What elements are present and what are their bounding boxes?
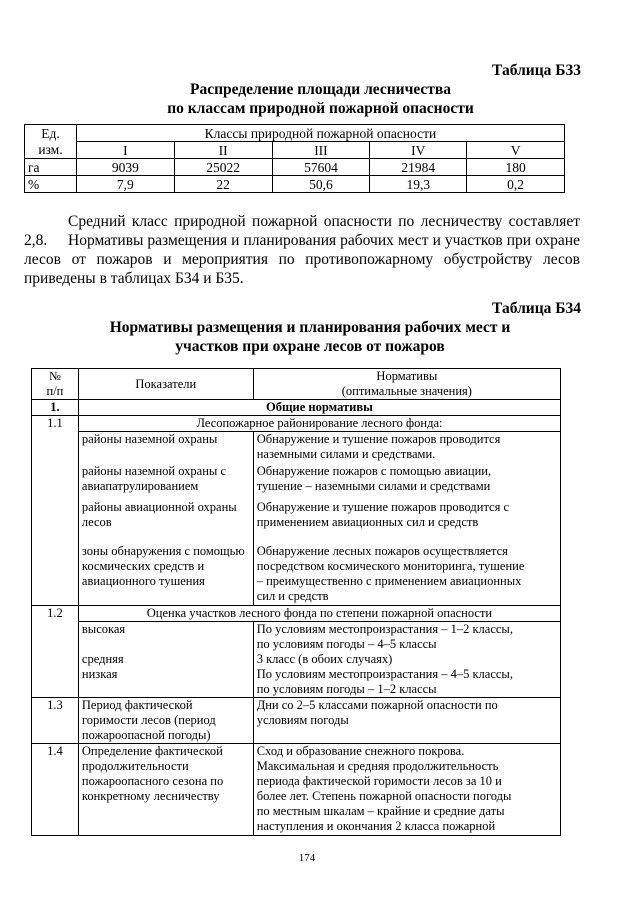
norm-cell: Обнаружение пожаров с помощью авиации, тушение – наземными силами и средствами: [253, 464, 560, 500]
unit-header-text: Ед. изм.: [38, 125, 63, 157]
value-cell: 57604: [272, 159, 370, 176]
table-row: [32, 744, 561, 836]
norm-cell: Дни со 2–5 классами пожарной опасности по условиям погоды: [253, 698, 560, 744]
unit-header: [25, 125, 77, 159]
table-row: [25, 176, 565, 193]
table-b33-classes-row: [25, 142, 565, 159]
value-cell: 180: [467, 159, 565, 176]
indicator-cell: Определение фактической продолжительности пожароопасного сезона по конкретному лесничеству: [78, 744, 253, 836]
classes-header: Классы природной пожарной опасности: [76, 125, 564, 142]
value-cell: 50,6: [272, 176, 370, 193]
page-number: 174: [298, 852, 316, 864]
unit-cell: %: [25, 176, 77, 193]
class-cell: V: [467, 142, 565, 159]
row-number: 1.4: [32, 744, 79, 836]
indicator-header: Показатели: [78, 369, 253, 400]
row-title: Оценка участков лесного фонда по степени пожарной опасности: [78, 606, 560, 622]
table-b34: [31, 368, 561, 836]
class-cell: II: [174, 142, 272, 159]
table-row: [25, 159, 565, 176]
indicator-cell: высокая средняя низкая: [78, 622, 253, 698]
row-number: 1.3: [32, 698, 79, 744]
table-row: [32, 698, 561, 744]
paragraph-average-class: Средний класс природной пожарной опасности по лесничеству составляет 2,8.: [24, 213, 580, 249]
norm-cell: Обнаружение лесных пожаров осуществляется посредством космического мониторинга, тушение – преимущественно с применением авиационных сил и средств: [253, 544, 560, 606]
table-b34-label: Таблица Б34: [492, 300, 581, 317]
norm-cell: Обнаружение и тушение пожаров проводится с применением авиационных сил и средств: [253, 500, 560, 544]
row-number: 1.1: [32, 416, 79, 606]
num-header: № п/п: [32, 369, 79, 400]
class-cell: IV: [370, 142, 467, 159]
row-number: 1.2: [32, 606, 79, 698]
table-row: [32, 464, 561, 500]
indicator-cell: районы наземной охраны с авиапатрулированием: [78, 464, 253, 500]
indicator-cell: Период фактической горимости лесов (период пожароопасной погоды): [78, 698, 253, 744]
table-row: [32, 606, 561, 622]
table-b33-label: Таблица Б33: [492, 62, 581, 79]
class-cell: I: [76, 142, 174, 159]
class-cell: III: [272, 142, 370, 159]
value-cell: 25022: [174, 159, 272, 176]
table-b33-title: [60, 80, 581, 118]
table-b33-title-line1: Распределение площади лесничества: [189, 81, 452, 98]
paragraph-norms-reference: Нормативы размещения и планирования рабочих мест и участков при охране лесов от пожаров и мероприятия по противопожарному обустройству лесов приведены в таблицах Б34 и Б35.: [24, 232, 580, 287]
value-cell: 19,3: [370, 176, 467, 193]
table-b34-title: [30, 318, 590, 356]
table-b34-title-line1: Нормативы размещения и планирования рабочих мест и: [109, 319, 511, 336]
value-cell: 9039: [76, 159, 174, 176]
table-row: [32, 500, 561, 544]
norms-header: Нормативы (оптимальные значения): [253, 369, 560, 400]
value-cell: 7,9: [76, 176, 174, 193]
value-cell: 0,2: [467, 176, 565, 193]
indicator-cell: районы авиационной охраны лесов: [78, 500, 253, 544]
table-b34-header-row: [32, 369, 561, 400]
unit-cell: га: [25, 159, 77, 176]
table-row: [32, 416, 561, 432]
indicator-cell: районы наземной охраны: [78, 432, 253, 464]
indicator-cell: зоны обнаружения с помощью космических средств и авиационного тушения: [78, 544, 253, 606]
value-cell: 22: [174, 176, 272, 193]
table-b33-header-row: [25, 125, 565, 142]
row-title: Лесопожарное районирование лесного фонда:: [78, 416, 560, 432]
value-cell: 21984: [370, 159, 467, 176]
section-number: 1.: [32, 400, 79, 416]
table-row: [32, 544, 561, 606]
norm-cell: Обнаружение и тушение пожаров проводится наземными силами и средствами.: [253, 432, 560, 464]
table-b33-title-line2: по классам природной пожарной опасности: [167, 100, 474, 117]
section-title: Общие нормативы: [78, 400, 560, 416]
section-row: [32, 400, 561, 416]
norm-cell: По условиям местопроизрастания – 1–2 классы, по условиям погоды – 4–5 классы 3 класс (в обоих случаях) По условиям местопроизрастания – 4–5 классы, по условиям погоды – 1–2 классы: [253, 622, 560, 698]
table-b34-title-line2: участков при охране лесов от пожаров: [175, 338, 445, 355]
table-b33: [24, 124, 565, 193]
table-row: [32, 622, 561, 698]
norm-cell: Сход и образование снежного покрова. Максимальная и средняя продолжительность периода фактической горимости лесов за 10 и более лет. Степень пожарной опасности погоды по местным шкалам – крайние и средние даты наступления и окончания 2 класса пожарной: [253, 744, 560, 836]
table-row: [32, 432, 561, 464]
